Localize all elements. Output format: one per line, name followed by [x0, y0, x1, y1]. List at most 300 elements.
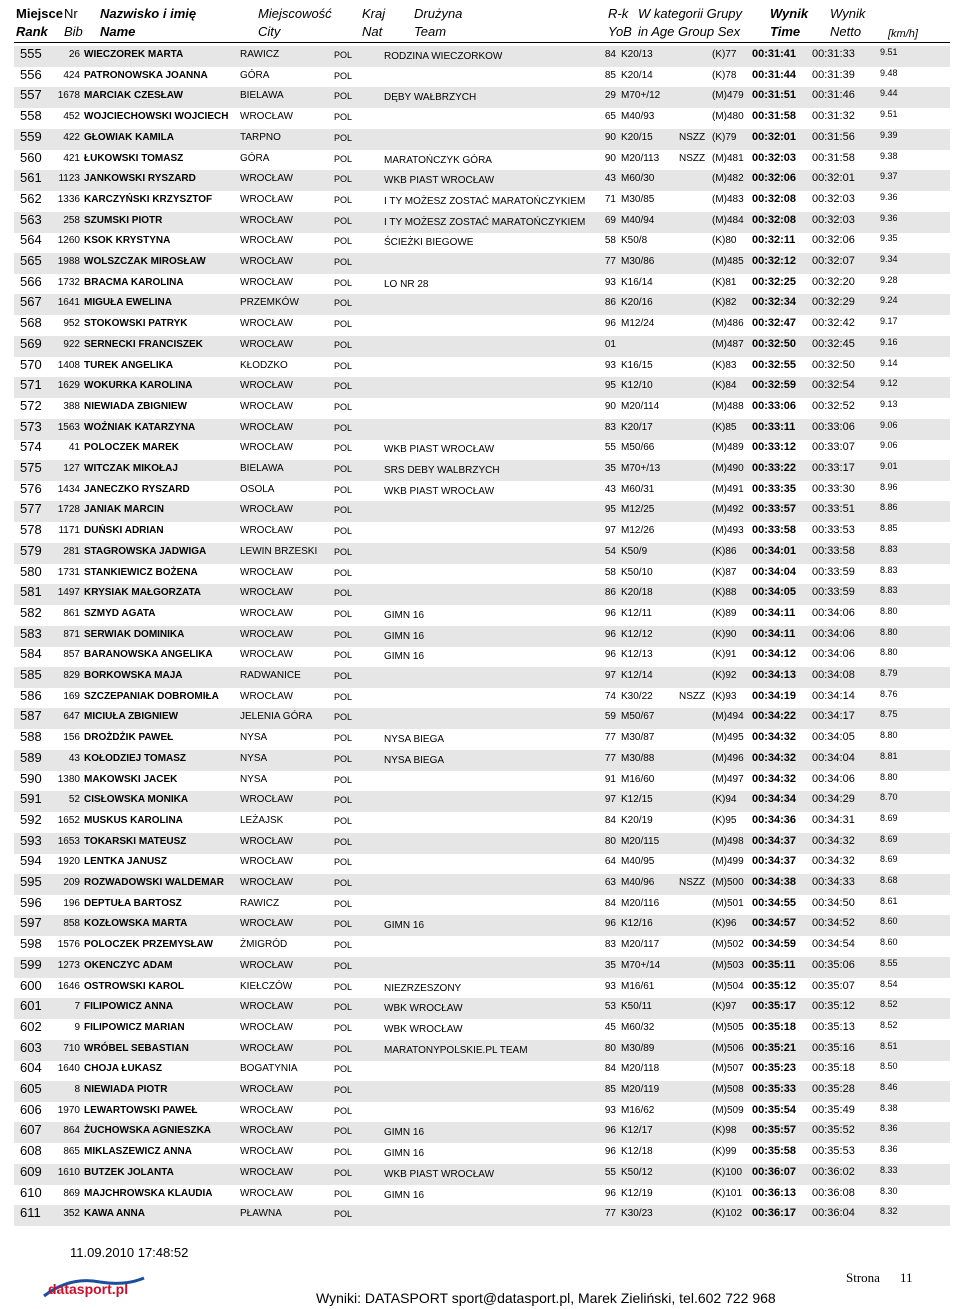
cell-city: WROCŁAW [240, 276, 293, 288]
cell-bib: 858 [63, 918, 80, 930]
cell-city: BIELAWA [240, 463, 284, 474]
cell-netto: 00:36:02 [812, 1165, 855, 1178]
cell-team: LO NR 28 [384, 278, 429, 290]
cell-group: NSZZ [679, 152, 706, 164]
cell-rank: 599 [20, 956, 42, 972]
cell-netto: 00:34:17 [812, 710, 855, 723]
cell-city: WROCŁAW [240, 877, 293, 888]
cell-sex-rank: (M)486 [712, 318, 744, 330]
cell-category: K20/18 [621, 587, 653, 599]
cell-sex-rank: (M)497 [712, 773, 744, 785]
cell-yob: 96 [604, 1187, 616, 1199]
cell-name: POLOCZEK PRZEMYSŁAW [84, 939, 213, 951]
table-row [14, 108, 950, 129]
cell-time: 00:34:36 [752, 813, 797, 826]
cell-rank: 576 [20, 480, 42, 496]
cell-name: WOŹNIAK KATARZYNA [84, 421, 196, 433]
cell-nat: POL [334, 1064, 353, 1075]
cell-sex-rank: (K)78 [712, 69, 737, 81]
cell-netto: 00:33:59 [812, 586, 855, 599]
cell-bib: 258 [63, 214, 80, 226]
cell-bib: 1629 [57, 380, 80, 392]
cell-bib: 169 [63, 690, 80, 702]
cell-nat: POL [334, 422, 353, 433]
cell-sex-rank: (M)498 [712, 835, 744, 847]
cell-speed: 8.80 [880, 626, 898, 637]
cell-rank: 608 [20, 1143, 42, 1159]
cell-rank: 577 [20, 501, 42, 517]
header-team-pl: Drużyna [414, 6, 463, 21]
cell-speed: 9.17 [880, 316, 898, 327]
cell-speed: 9.48 [880, 67, 898, 78]
cell-category: K20/15 [621, 131, 653, 143]
cell-category: M50/66 [621, 442, 655, 454]
cell-city: WROCŁAW [240, 649, 293, 661]
cell-name: LENTKA JANUSZ [84, 856, 167, 868]
cell-city: NYSA [240, 732, 268, 744]
cell-rank: 609 [20, 1163, 42, 1179]
cell-bib: 452 [63, 111, 80, 123]
cell-sex-rank: (K)91 [712, 649, 737, 661]
cell-yob: 96 [604, 318, 616, 330]
cell-nat: POL [334, 671, 353, 681]
table-row [14, 87, 950, 108]
cell-speed: 8.69 [880, 833, 898, 844]
cell-time: 00:32:34 [752, 296, 797, 309]
cell-sex-rank: (K)92 [712, 670, 737, 681]
cell-name: ŁUKOWSKI TOMASZ [84, 152, 184, 164]
cell-rank: 562 [20, 190, 42, 206]
cell-nat: POL [334, 815, 353, 826]
cell-nat: POL [334, 753, 353, 764]
cell-city: RAWICZ [240, 897, 280, 909]
cell-bib: 647 [63, 711, 80, 723]
cell-rank: 595 [20, 874, 42, 889]
cell-time: 00:34:32 [752, 772, 797, 785]
cell-city: WROCŁAW [240, 193, 293, 205]
cell-yob: 90 [604, 131, 616, 143]
cell-speed: 8.81 [880, 750, 898, 761]
cell-nat: POL [334, 940, 353, 951]
cell-time: 00:34:38 [752, 876, 797, 888]
cell-time: 00:31:41 [752, 48, 797, 60]
cell-rank: 568 [20, 315, 42, 331]
header-nat-pl: Kraj [362, 6, 386, 21]
table-row [14, 750, 950, 771]
cell-speed: 9.38 [880, 150, 898, 161]
cell-sex-rank: (M)508 [712, 1084, 744, 1095]
cell-name: SERNECKI FRANCISZEK [84, 338, 203, 350]
cell-speed: 8.85 [880, 523, 898, 534]
cell-nat: POL [334, 981, 353, 992]
cell-category: K20/14 [621, 69, 653, 81]
header-netto-en: Netto [830, 24, 862, 39]
cell-nat: POL [334, 112, 353, 123]
cell-bib: 424 [63, 69, 80, 81]
cell-name: KAWA ANNA [84, 1208, 145, 1220]
cell-netto: 00:35:16 [812, 1041, 855, 1054]
cell-bib: 1336 [57, 193, 80, 205]
cell-bib: 1171 [58, 525, 80, 537]
table-row [14, 729, 950, 750]
cell-sex-rank: (M)491 [712, 483, 744, 495]
cell-category: M60/30 [621, 173, 655, 185]
cell-nat: POL [334, 650, 353, 661]
cell-group: NSZZ [679, 690, 706, 702]
cell-netto: 00:34:08 [812, 669, 855, 681]
cell-netto: 00:33:30 [812, 482, 855, 495]
cell-netto: 00:35:07 [812, 979, 855, 992]
cell-time: 00:36:13 [752, 1186, 797, 1199]
cell-team: GIMN 16 [384, 630, 425, 642]
cell-time: 00:34:32 [752, 731, 797, 744]
cell-nat: POL [334, 588, 353, 599]
cell-netto: 00:34:06 [812, 627, 855, 640]
table-row [14, 67, 950, 88]
cell-city: WROCŁAW [240, 1001, 293, 1013]
cell-sex-rank: (M)496 [712, 752, 744, 764]
cell-city: WROCŁAW [240, 1146, 293, 1158]
header-speed: [km/h] [888, 28, 918, 40]
cell-yob: 85 [604, 69, 616, 81]
cell-name: BARANOWSKA ANGELIKA [84, 649, 213, 661]
header-netto-pl: Wynik [830, 6, 866, 21]
cell-yob: 84 [604, 1063, 616, 1075]
cell-nat: POL [334, 1126, 353, 1137]
cell-speed: 8.69 [880, 854, 898, 865]
cell-category: K50/11 [621, 1001, 652, 1013]
cell-nat: POL [334, 215, 353, 226]
cell-time: 00:32:59 [752, 379, 797, 392]
cell-bib: 864 [63, 1125, 80, 1137]
cell-category: K12/16 [621, 918, 653, 930]
cell-yob: 85 [604, 1084, 616, 1095]
cell-time: 00:34:13 [752, 669, 797, 681]
cell-yob: 55 [604, 442, 616, 454]
cell-netto: 00:35:18 [812, 1062, 855, 1075]
cell-netto: 00:34:06 [812, 772, 855, 785]
cell-speed: 8.80 [880, 605, 898, 616]
cell-team: NIEZRZESZONY [384, 982, 462, 994]
cell-bib: 857 [63, 649, 80, 661]
cell-sex-rank: (K)82 [712, 297, 737, 309]
cell-nat: POL [334, 381, 353, 392]
cell-speed: 9.06 [880, 440, 898, 451]
cell-rank: 578 [20, 522, 42, 538]
cell-sex-rank: (M)481 [712, 152, 744, 164]
cell-sex-rank: (M)492 [712, 504, 744, 516]
cell-city: GÓRA [240, 152, 270, 164]
cell-netto: 00:34:31 [812, 813, 855, 826]
cell-category: K20/17 [621, 421, 653, 433]
table-row [14, 1060, 950, 1081]
cell-yob: 59 [604, 711, 616, 723]
header-category-pl: W kategorii Grupy [638, 6, 743, 21]
cell-sex-rank: (M)482 [712, 173, 744, 185]
cell-category: K12/18 [621, 1146, 653, 1158]
cell-speed: 9.51 [880, 47, 898, 57]
cell-rank: 564 [20, 232, 42, 248]
cell-bib: 9 [74, 1021, 80, 1033]
cell-speed: 8.69 [880, 812, 898, 823]
cell-nat: POL [334, 236, 353, 247]
header-rule [14, 42, 950, 43]
cell-category: K50/8 [621, 235, 648, 247]
cell-sex-rank: (K)87 [712, 566, 737, 578]
cell-sex-rank: (K)89 [712, 607, 737, 619]
cell-category: M30/87 [621, 732, 655, 744]
cell-yob: 91 [604, 773, 616, 785]
cell-nat: POL [334, 443, 353, 454]
cell-name: GŁOWIAK KAMILA [84, 131, 174, 143]
cell-name: MAKOWSKI JACEK [84, 773, 178, 785]
cell-bib: 209 [63, 877, 80, 888]
cell-netto: 00:33:07 [812, 441, 855, 454]
cell-time: 00:32:25 [752, 275, 797, 288]
cell-name: KOŁODZIEJ TOMASZ [84, 752, 187, 764]
cell-rank: 588 [20, 729, 42, 745]
cell-speed: 8.80 [880, 771, 898, 782]
cell-sex-rank: (M)490 [712, 463, 744, 474]
table-row [14, 688, 950, 709]
cell-bib: 710 [63, 1042, 80, 1054]
cell-sex-rank: (M)501 [712, 897, 744, 909]
cell-time: 00:31:51 [752, 89, 797, 102]
table-row [14, 419, 950, 440]
cell-netto: 00:32:03 [812, 192, 855, 205]
cell-sex-rank: (M)500 [712, 877, 744, 888]
cell-name: BRACMA KAROLINA [84, 276, 184, 288]
cell-category: K16/15 [621, 359, 653, 371]
cell-time: 00:33:06 [752, 399, 797, 412]
cell-city: WROCŁAW [240, 1042, 293, 1054]
cell-bib: 281 [63, 545, 80, 557]
cell-netto: 00:33:58 [812, 544, 855, 557]
table-row [14, 998, 950, 1019]
cell-name: STOKOWSKI PATRYK [84, 318, 188, 330]
cell-yob: 69 [604, 214, 616, 226]
table-row [14, 336, 950, 357]
cell-sex-rank: (K)94 [712, 794, 737, 806]
cell-category: K12/17 [621, 1125, 653, 1137]
cell-rank: 598 [20, 936, 42, 952]
cell-speed: 8.80 [880, 647, 898, 658]
cell-speed: 8.33 [880, 1164, 898, 1175]
cell-netto: 00:31:46 [812, 89, 855, 102]
cell-yob: 63 [604, 877, 616, 888]
cell-city: WROCŁAW [240, 690, 293, 702]
cell-sex-rank: (M)480 [712, 111, 744, 123]
table-row [14, 294, 950, 315]
cell-bib: 156 [63, 732, 80, 744]
cell-nat: POL [334, 505, 353, 516]
cell-name: JANKOWSKI RYSZARD [84, 173, 196, 185]
cell-city: WROCŁAW [240, 525, 293, 537]
cell-speed: 8.50 [880, 1061, 898, 1072]
cell-city: WROCŁAW [240, 607, 293, 619]
table-header [0, 6, 960, 42]
cell-speed: 9.01 [880, 461, 898, 471]
cell-yob: 77 [604, 1208, 616, 1220]
cell-city: WROCŁAW [240, 173, 293, 185]
cell-team: I TY MOŻESZ ZOSTAĆ MARATOŃCZYKIEM [384, 216, 586, 228]
table-row [14, 232, 950, 253]
footer-timestamp: 11.09.2010 17:48:52 [70, 1245, 189, 1260]
table-row [14, 708, 950, 729]
cell-name: MIGUŁA EWELINA [84, 297, 172, 309]
table-row [14, 357, 950, 378]
cell-sex-rank: (K)88 [712, 587, 737, 599]
table-row [14, 315, 950, 336]
cell-rank: 570 [20, 356, 42, 372]
cell-name: OSTROWSKI KAROL [84, 980, 184, 992]
cell-rank: 593 [20, 832, 42, 848]
cell-city: KIEŁCZÓW [240, 980, 293, 992]
cell-sex-rank: (M)507 [712, 1063, 744, 1075]
cell-city: WROCŁAW [240, 504, 293, 516]
cell-rank: 555 [20, 46, 42, 61]
cell-rank: 579 [20, 542, 42, 558]
cell-team: WKB PIAST WROCŁAW [384, 175, 495, 187]
cell-city: RADWANICE [240, 670, 301, 681]
cell-category: M70+/12 [621, 90, 661, 102]
cell-name: TOKARSKI MATEUSZ [84, 835, 187, 847]
cell-city: WROCŁAW [240, 835, 293, 847]
cell-time: 00:33:58 [752, 524, 797, 537]
cell-rank: 602 [20, 1018, 42, 1034]
cell-rank: 560 [20, 149, 42, 165]
cell-nat: POL [334, 1043, 353, 1054]
cell-sex-rank: (M)494 [712, 711, 744, 723]
cell-category: M12/24 [621, 318, 655, 330]
cell-yob: 96 [604, 607, 616, 619]
cell-name: DUŃSKI ADRIAN [84, 525, 164, 537]
cell-group: NSZZ [679, 131, 706, 143]
cell-yob: 90 [604, 152, 616, 164]
cell-bib: 388 [63, 400, 80, 412]
cell-yob: 74 [604, 690, 616, 702]
cell-nat: POL [334, 1188, 353, 1199]
cell-yob: 58 [604, 566, 616, 578]
cell-nat: POL [334, 526, 353, 537]
cell-speed: 8.86 [880, 502, 898, 513]
cell-time: 00:34:05 [752, 586, 797, 599]
cell-rank: 610 [20, 1184, 42, 1200]
table-row [14, 1185, 950, 1206]
cell-bib: 7 [74, 1001, 80, 1013]
cell-sex-rank: (K)93 [712, 690, 737, 702]
cell-city: NYSA [240, 752, 268, 764]
cell-nat: POL [334, 919, 353, 930]
table-row [14, 1164, 950, 1185]
cell-category: K30/22 [621, 690, 653, 702]
header-time-en: Time [770, 24, 801, 39]
cell-speed: 9.28 [880, 274, 898, 285]
cell-time: 00:33:57 [752, 503, 797, 516]
cell-bib: 871 [63, 628, 80, 640]
cell-netto: 00:36:08 [812, 1186, 855, 1199]
cell-yob: 35 [604, 959, 616, 971]
cell-nat: POL [334, 194, 353, 205]
header-name-en: Name [100, 24, 136, 39]
cell-rank: 574 [20, 439, 42, 455]
header-name-pl: Nazwisko i imię [100, 6, 197, 21]
cell-bib: 1728 [57, 504, 80, 516]
cell-netto: 00:35:53 [812, 1145, 855, 1158]
table-row [14, 481, 950, 502]
cell-speed: 9.12 [880, 378, 898, 389]
table-row [14, 667, 950, 688]
cell-nat: POL [334, 298, 353, 309]
cell-yob: 93 [604, 1104, 616, 1116]
cell-yob: 83 [604, 421, 616, 433]
cell-time: 00:32:06 [752, 172, 797, 185]
cell-city: WROCŁAW [240, 1021, 293, 1033]
cell-speed: 9.37 [880, 171, 898, 182]
cell-yob: 97 [604, 525, 616, 537]
cell-name: PATRONOWSKA JOANNA [84, 69, 208, 81]
cell-yob: 80 [604, 835, 616, 847]
cell-speed: 8.83 [880, 543, 898, 554]
cell-rank: 572 [20, 397, 42, 413]
cell-rank: 594 [20, 853, 42, 869]
cell-city: BOGATYNIA [240, 1063, 298, 1075]
cell-bib: 1434 [57, 483, 80, 495]
cell-city: WROCŁAW [240, 587, 293, 599]
cell-category: M20/115 [621, 835, 660, 847]
cell-yob: 84 [604, 49, 616, 60]
cell-city: LEŻAJSK [240, 814, 284, 826]
cell-category: M30/85 [621, 193, 655, 205]
table-row [14, 543, 950, 564]
cell-rank: 565 [20, 253, 42, 268]
cell-city: JELENIA GÓRA [240, 711, 313, 723]
cell-nat: POL [334, 257, 353, 267]
cell-bib: 865 [63, 1146, 80, 1158]
logo-text: datasport.pl [48, 1281, 129, 1297]
table-row [14, 833, 950, 854]
cell-city: WROCŁAW [240, 235, 293, 247]
cell-sex-rank: (K)97 [712, 1001, 737, 1013]
cell-netto: 00:34:05 [812, 731, 855, 744]
cell-name: CISŁOWSKA MONIKA [84, 794, 189, 806]
table-row [14, 791, 950, 812]
cell-name: FILIPOWICZ ANNA [84, 1001, 174, 1013]
cell-name: STANKIEWICZ BOŻENA [84, 566, 198, 578]
cell-name: WITCZAK MIKOŁAJ [84, 463, 178, 474]
cell-yob: 97 [604, 794, 616, 806]
header-yob-en: YoB [608, 24, 632, 39]
cell-yob: 96 [604, 918, 616, 930]
cell-city: WROCŁAW [240, 1104, 293, 1116]
cell-name: DROŻDŻIK PAWEŁ [84, 732, 174, 744]
cell-speed: 8.51 [880, 1040, 898, 1051]
cell-speed: 8.36 [880, 1144, 898, 1155]
cell-sex-rank: (M)505 [712, 1021, 744, 1033]
cell-name: MAJCHROWSKA KLAUDIA [84, 1187, 213, 1199]
cell-name: POLOCZEK MAREK [84, 442, 179, 454]
cell-city: RAWICZ [240, 49, 280, 60]
cell-bib: 1123 [58, 173, 80, 185]
cell-city: NYSA [240, 773, 268, 785]
cell-netto: 00:33:51 [812, 503, 855, 516]
cell-name: WIECZOREK MARTA [84, 49, 184, 60]
cell-time: 00:34:55 [752, 896, 797, 909]
cell-nat: POL [334, 339, 353, 350]
cell-rank: 556 [20, 66, 42, 82]
cell-netto: 00:34:33 [812, 876, 855, 888]
cell-nat: POL [334, 1002, 353, 1013]
